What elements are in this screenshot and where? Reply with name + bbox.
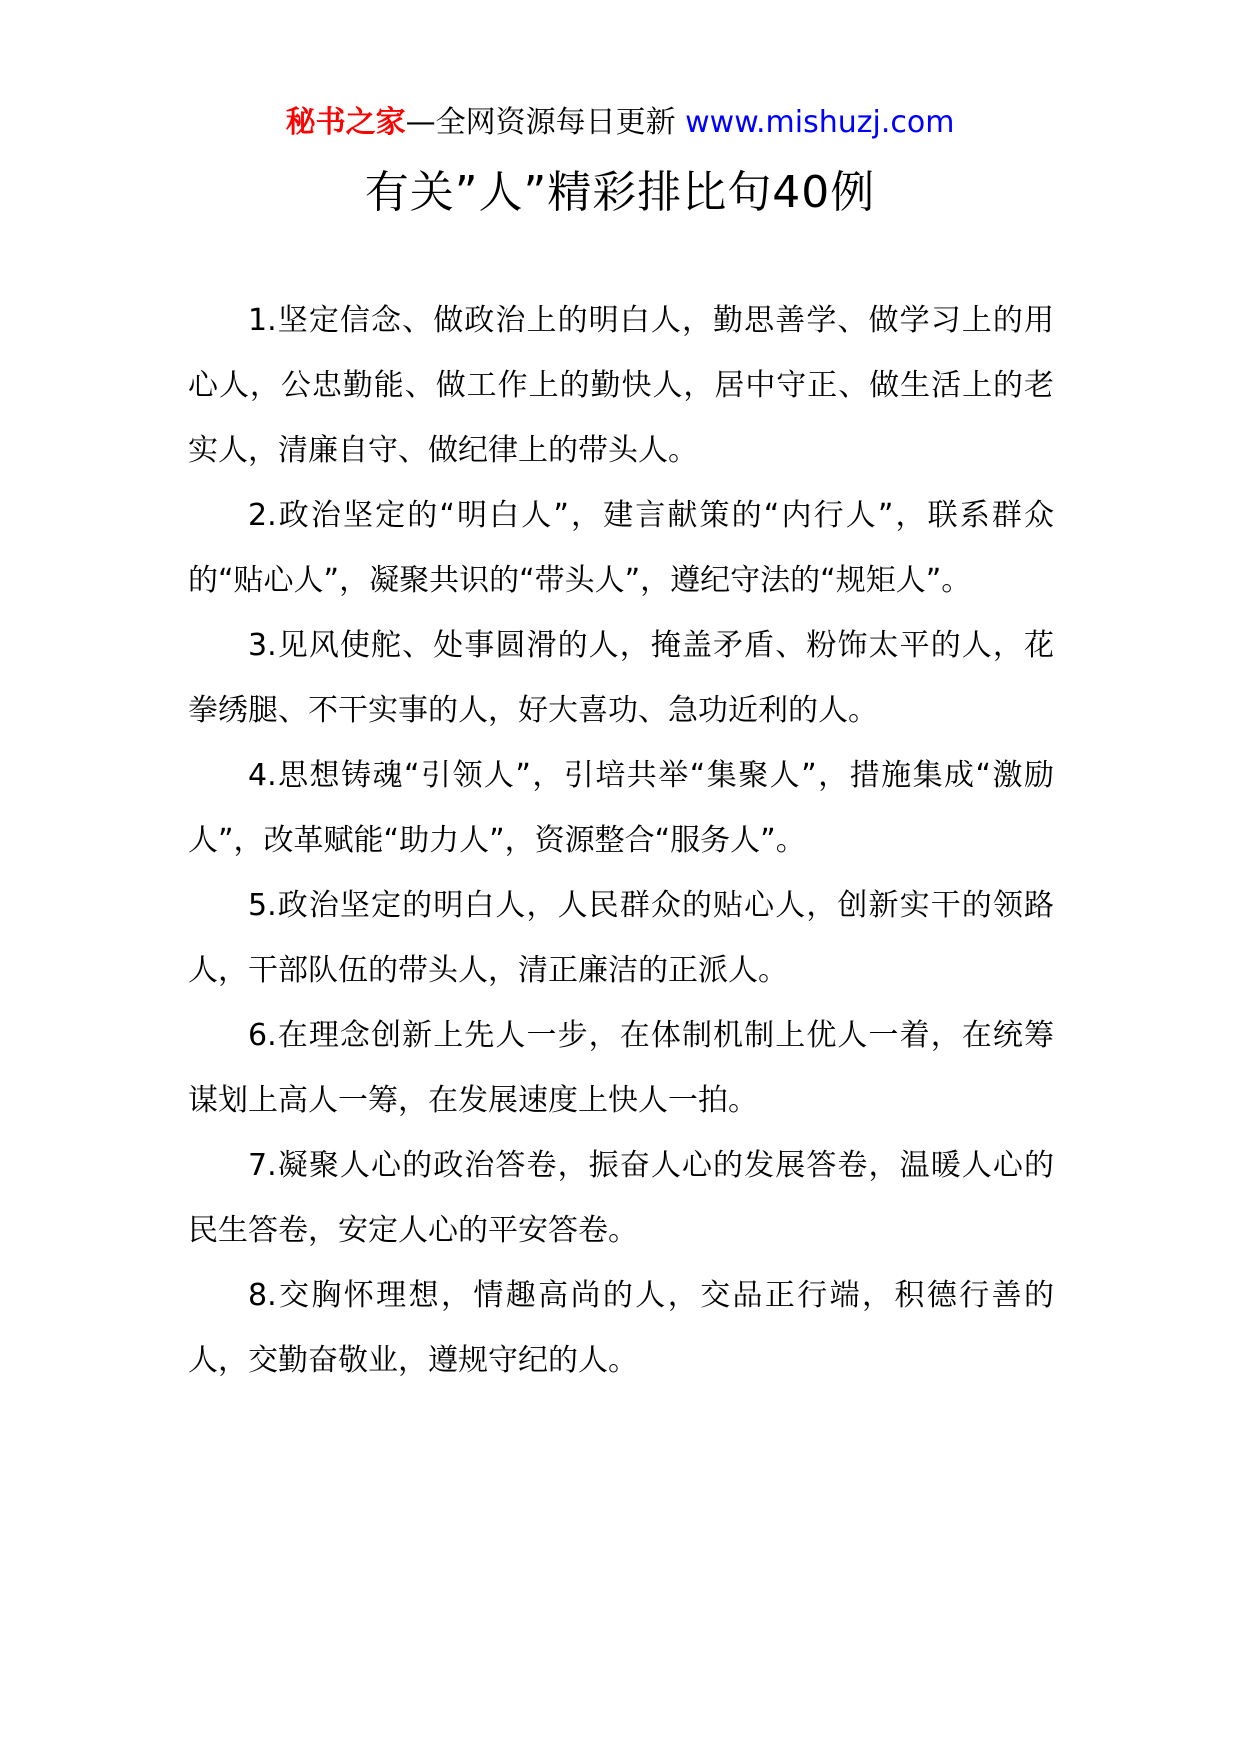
site-header bbox=[0, 103, 1240, 143]
paragraph-3: 3.见风使舵、处事圆滑的人，掩盖矛盾、粉饰太平的人，花拳绣腿、不干实事的人，好大喜功、急功近利的人。 bbox=[188, 628, 1054, 728]
site-url-link[interactable]: www.mishuzj.com bbox=[685, 105, 955, 140]
paragraph-7: 7.凝聚人心的政治答卷，振奋人心的发展答卷，温暖人心的民生答卷，安定人心的平安答卷。 bbox=[188, 1148, 1054, 1248]
document-body bbox=[188, 288, 1054, 1393]
document-title: 有关”人”精彩排比句40例 bbox=[364, 167, 876, 218]
site-slogan: —全网资源每日更新 bbox=[405, 105, 676, 140]
paragraph-5: 5.政治坚定的明白人，人民群众的贴心人，创新实干的领路人，干部队伍的带头人，清正廉洁的正派人。 bbox=[188, 888, 1054, 988]
paragraph-8: 8.交胸怀理想，情趣高尚的人，交品正行端，积德行善的人，交勤奋敬业，遵规守纪的人。 bbox=[188, 1278, 1054, 1378]
paragraph-2: 2.政治坚定的“明白人”，建言献策的“内行人”，联系群众的“贴心人”，凝聚共识的“带头人”，遵纪守法的“规矩人”。 bbox=[188, 498, 1054, 598]
paragraph-4: 4.思想铸魂“引领人”，引培共举“集聚人”，措施集成“激励人”，改革赋能“助力人”，资源整合“服务人”。 bbox=[188, 758, 1054, 858]
paragraph-1: 1.坚定信念、做政治上的明白人，勤思善学、做学习上的用心人，公忠勤能、做工作上的勤快人，居中守正、做生活上的老实人，清廉自守、做纪律上的带头人。 bbox=[188, 303, 1054, 468]
site-brand: 秘书之家 bbox=[285, 105, 406, 140]
paragraph-6: 6.在理念创新上先人一步，在体制机制上优人一着，在统筹谋划上高人一筹，在发展速度上快人一拍。 bbox=[188, 1018, 1054, 1118]
